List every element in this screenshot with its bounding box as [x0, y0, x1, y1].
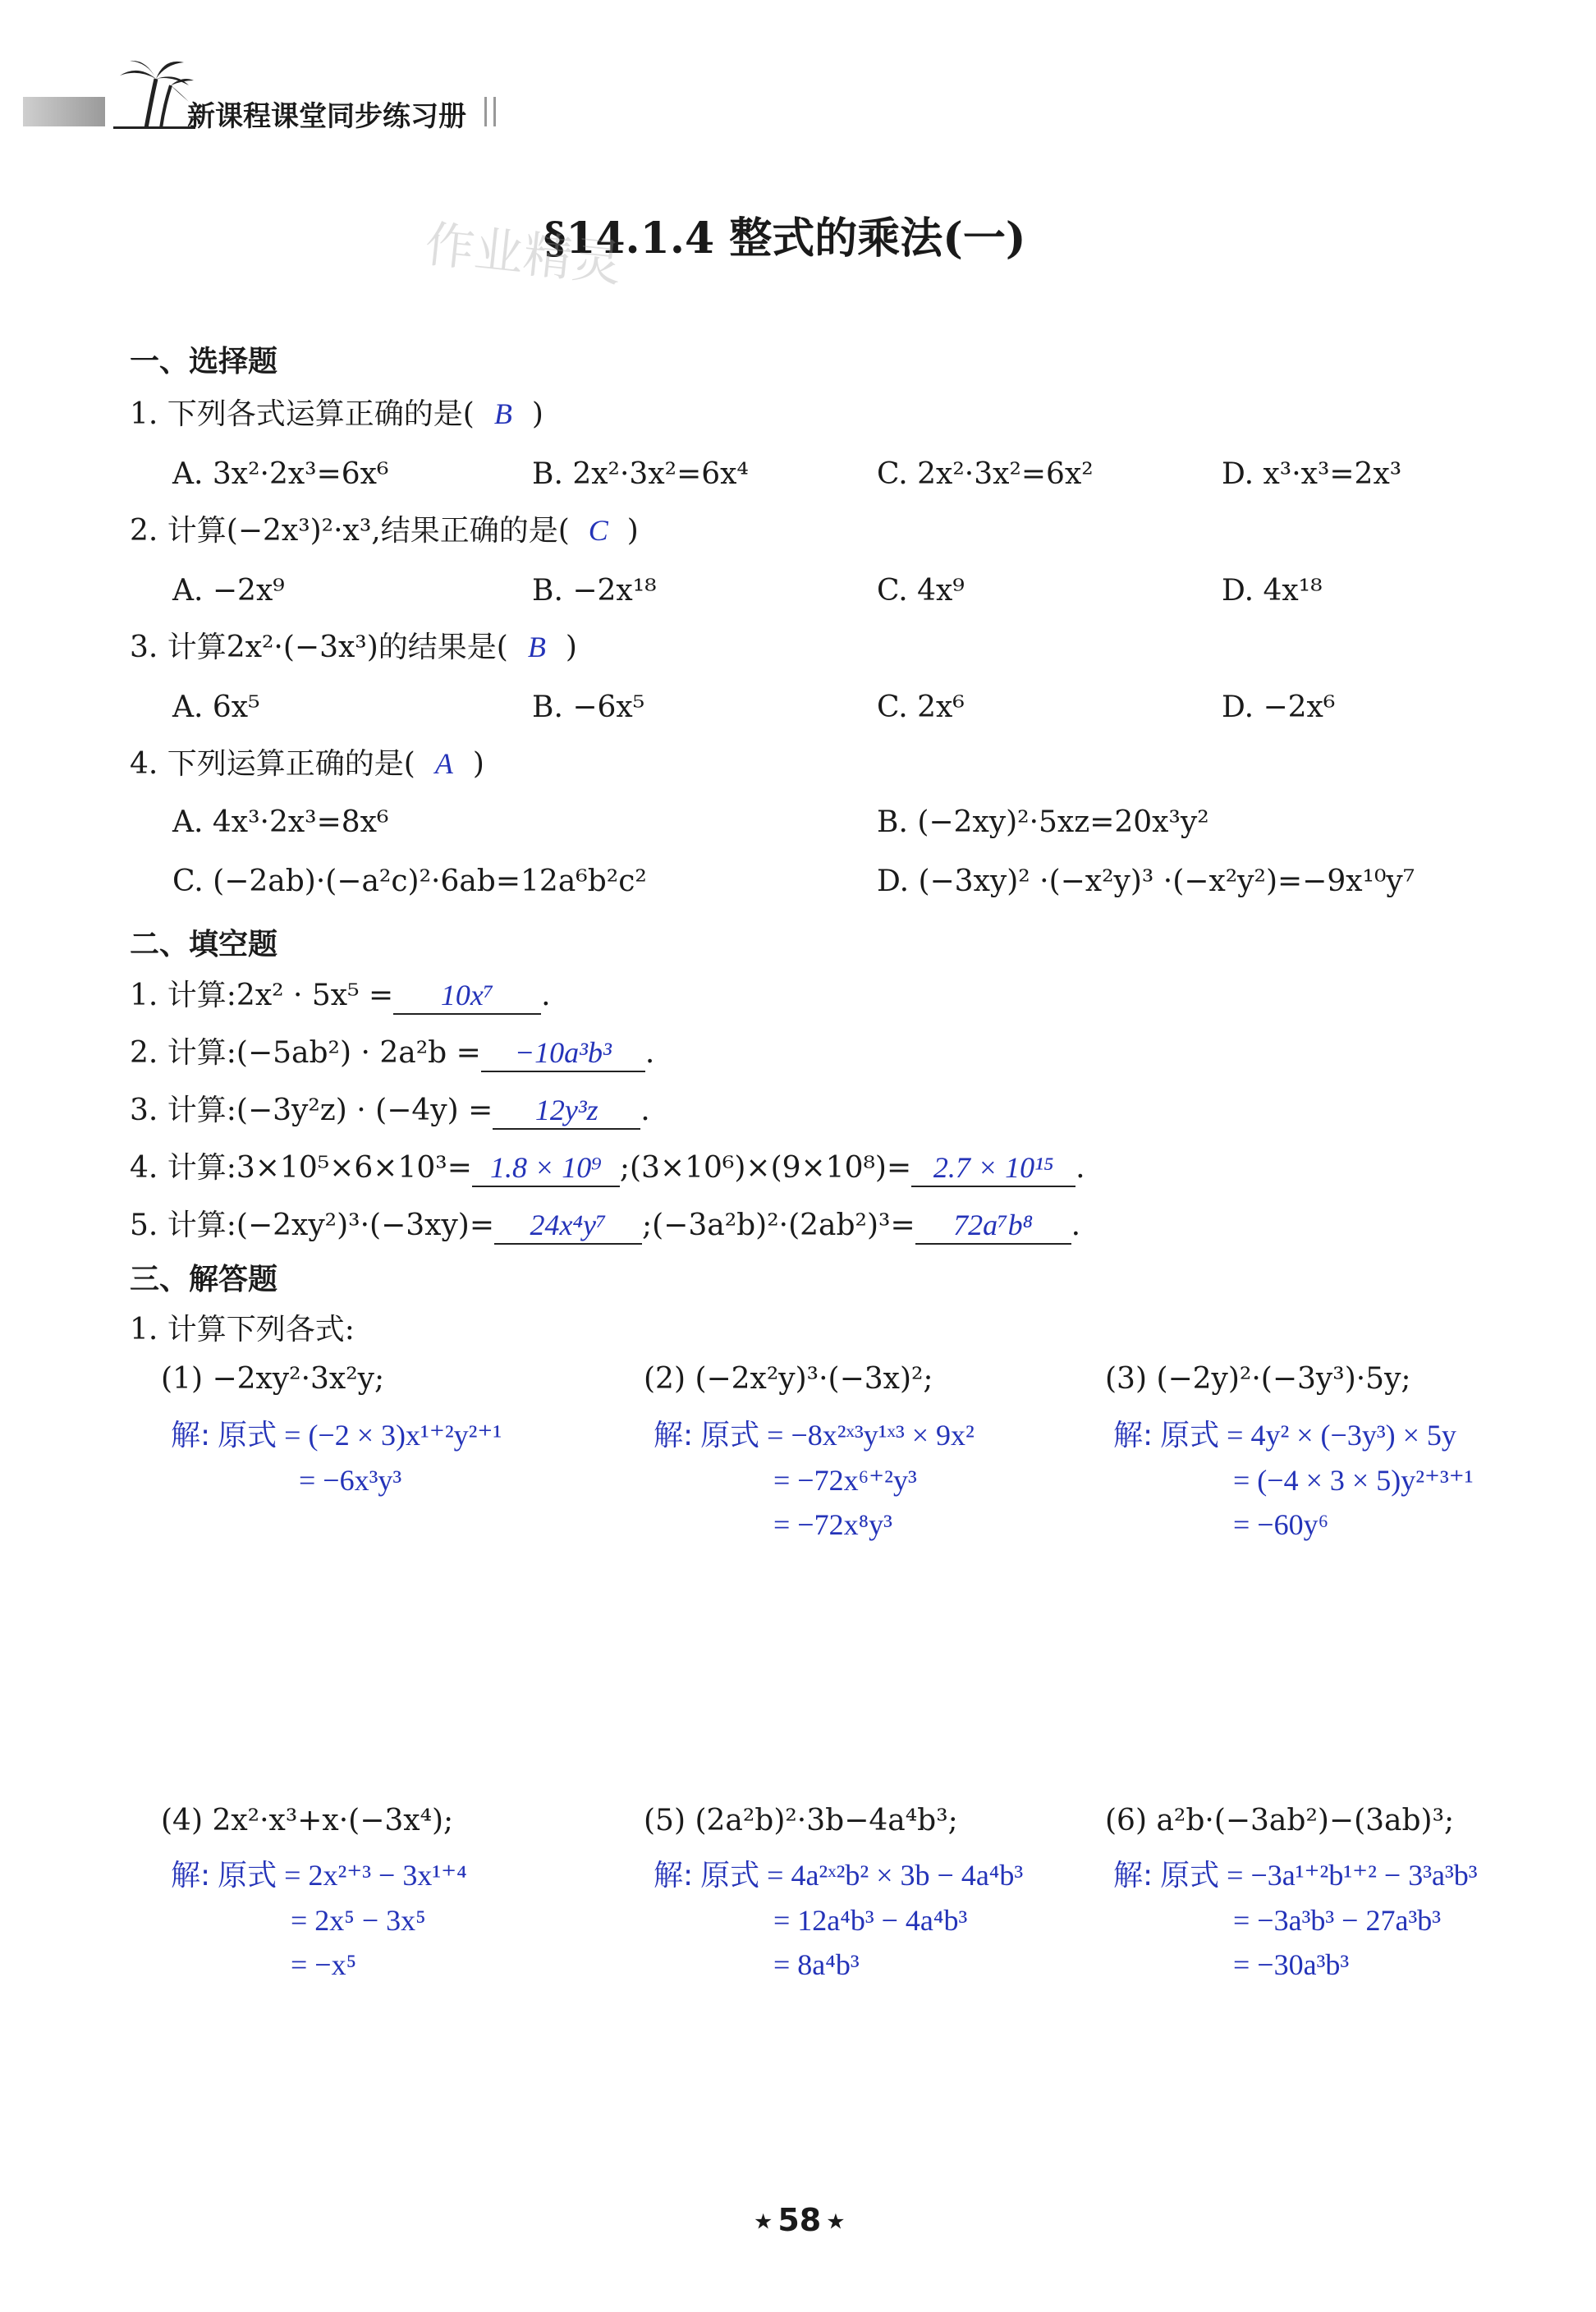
- section3-intro: 1. 计算下列各式:: [130, 1313, 355, 1346]
- star-icon: ★: [826, 2209, 846, 2235]
- problem-3-solution: 解: 原式 = 4y² × (−3y³) × 5y = (−4 × 3 × 5)y²⁺³⁺¹ = −60y⁶: [1113, 1419, 1474, 1541]
- problem-5-stem: (5) (2a²b)²·3b−4a⁴b³;: [644, 1804, 958, 1837]
- mc2-option-a: A. −2x⁹: [172, 574, 285, 608]
- problem-2-solution: 解: 原式 = −8x²ˣ³y¹ˣ³ × 9x² = −72x⁶⁺²y³ = −72x⁸y³: [654, 1419, 975, 1541]
- mc4-option-c: C. (−2ab)·(−a²c)²·6ab=12a⁶b²c²: [172, 865, 647, 898]
- fill-answer-2: −10a³b³: [481, 1034, 645, 1072]
- mc1-option-c: C. 2x²·3x²=6x²: [877, 457, 1094, 491]
- mc4-option-b: B. (−2xy)²·5xz=20x³y²: [877, 805, 1209, 839]
- section2-heading: 二、填空题: [130, 928, 278, 961]
- fill-answer-4a: 1.8 × 10⁹: [472, 1149, 620, 1187]
- mc-answer-1: B: [493, 397, 512, 430]
- mc-question-2: 2. 计算(−2x³)²·x³,结果正确的是( C ): [130, 514, 639, 548]
- problem-6-solution: 解: 原式 = −3a¹⁺²b¹⁺² − 3³a³b³ = −3a³b³ − 27a³b³ = −30a³b³: [1113, 1859, 1478, 1981]
- problem-2-stem: (2) (−2x²y)³·(−3x)²;: [644, 1362, 933, 1396]
- header-divider: [484, 97, 496, 126]
- section1-heading: 一、选择题: [130, 345, 278, 378]
- fill-item-3: 3. 计算:(−3y²z) · (−4y) = 12y³z .: [130, 1092, 650, 1130]
- mc-answer-4: A: [434, 747, 453, 780]
- fill-answer-4b: 2.7 × 10¹⁵: [911, 1149, 1075, 1187]
- mc2-option-d: D. 4x¹⁸: [1222, 574, 1323, 608]
- fill-item-2: 2. 计算:(−5ab²) · 2a²b = −10a³b³ .: [130, 1034, 654, 1072]
- mc2-option-b: B. −2x¹⁸: [532, 574, 657, 608]
- problem-3-stem: (3) (−2y)²·(−3y³)·5y;: [1105, 1362, 1411, 1396]
- fill-item-1: 1. 计算:2x² · 5x⁵ = 10x⁷ .: [130, 977, 551, 1015]
- problem-6-stem: (6) a²b·(−3ab²)−(3ab)³;: [1105, 1804, 1455, 1837]
- mc1-option-d: D. x³·x³=2x³: [1222, 457, 1402, 491]
- problem-1-solution: 解: 原式 = (−2 × 3)x¹⁺²y²⁺¹ = −6x³y³: [171, 1419, 502, 1497]
- fill-answer-5b: 72a⁷b⁸: [915, 1207, 1071, 1245]
- mc3-option-c: C. 2x⁶: [877, 690, 965, 724]
- watermark: 作业精灵: [422, 215, 625, 294]
- problem-4-solution: 解: 原式 = 2x²⁺³ − 3x¹⁺⁴ = 2x⁵ − 3x⁵ = −x⁵: [171, 1859, 467, 1981]
- section3-heading: 三、解答题: [130, 1263, 278, 1296]
- mc3-option-b: B. −6x⁵: [532, 690, 645, 724]
- mc2-option-c: C. 4x⁹: [877, 574, 965, 608]
- star-icon: ★: [754, 2209, 773, 2235]
- mc1-option-b: B. 2x²·3x²=6x⁴: [532, 457, 749, 491]
- mc3-option-a: A. 6x⁵: [172, 690, 260, 724]
- mc-question-4: 4. 下列运算正确的是( A ): [130, 747, 484, 781]
- book-title: 新课程课堂同步练习册: [187, 100, 466, 133]
- page-number: ★ 58 ★: [754, 2202, 846, 2238]
- mc-question-1: 1. 下列各式运算正确的是( B ): [130, 397, 543, 431]
- problem-1-stem: (1) −2xy²·3x²y;: [161, 1362, 385, 1396]
- mc-answer-2: C: [588, 514, 608, 547]
- fill-item-4: 4. 计算:3×10⁵×6×10³= 1.8 × 10⁹ ;(3×10⁶)×(9×10⁸)= 2.7 × 10¹⁵ .: [130, 1149, 1085, 1187]
- mc3-option-d: D. −2x⁶: [1222, 690, 1336, 724]
- problem-4-stem: (4) 2x²·x³+x·(−3x⁴);: [161, 1804, 454, 1837]
- mc-question-3: 3. 计算2x²·(−3x³)的结果是( B ): [130, 631, 577, 664]
- mc-answer-3: B: [527, 631, 546, 663]
- fill-answer-5a: 24x⁴y⁷: [494, 1207, 642, 1245]
- problem-5-solution: 解: 原式 = 4a²ˣ²b² × 3b − 4a⁴b³ = 12a⁴b³ − 4a⁴b³ = 8a⁴b³: [654, 1859, 1024, 1981]
- header-bar: [23, 97, 105, 126]
- fill-answer-3: 12y³z: [493, 1092, 640, 1130]
- palm-logo-icon: [113, 56, 195, 130]
- fill-answer-1: 10x⁷: [393, 977, 541, 1015]
- mc4-option-a: A. 4x³·2x³=8x⁶: [172, 805, 389, 839]
- page-title: §14.1.4 整式的乘法(一): [543, 213, 1026, 264]
- mc1-option-a: A. 3x²·2x³=6x⁶: [172, 457, 389, 491]
- fill-item-5: 5. 计算:(−2xy²)³·(−3xy)= 24x⁴y⁷ ;(−3a²b)²·(2ab²)³= 72a⁷b⁸ .: [130, 1207, 1080, 1245]
- mc4-option-d: D. (−3xy)² ·(−x²y)³ ·(−x²y²)=−9x¹⁰y⁷: [877, 865, 1415, 898]
